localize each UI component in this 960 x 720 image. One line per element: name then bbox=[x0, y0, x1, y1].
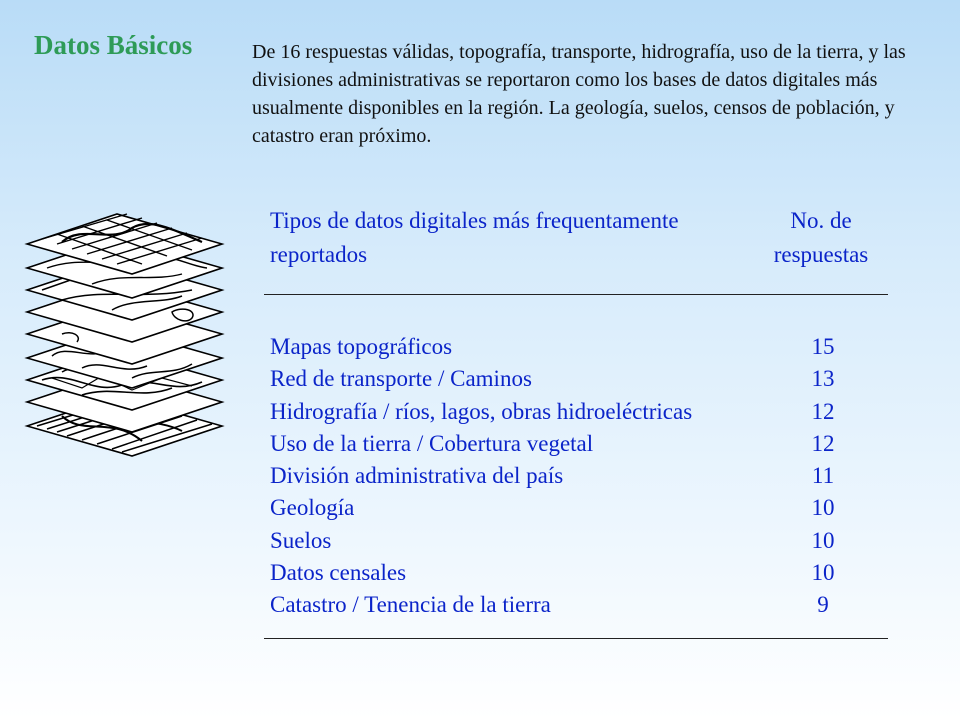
row-response-count: 12 bbox=[811, 398, 835, 424]
table-header bbox=[264, 200, 890, 294]
table-row bbox=[264, 557, 890, 589]
slide-title: Datos Básicos bbox=[34, 30, 193, 60]
row-data-type: Datos censales bbox=[270, 560, 407, 586]
row-response-count: 11 bbox=[811, 463, 835, 489]
data-types-table bbox=[264, 200, 890, 639]
row-data-type: Suelos bbox=[270, 527, 332, 553]
header-data-type: Tipos de datos digitales más frequentamente reportados bbox=[270, 208, 679, 267]
row-data-type: Hidrografía / ríos, lagos, obras hidroeléctricas bbox=[270, 398, 693, 424]
row-data-type: División administrativa del país bbox=[270, 463, 564, 489]
table-row bbox=[264, 363, 890, 395]
row-response-count: 15 bbox=[811, 334, 835, 359]
row-data-type: Uso de la tierra / Cobertura vegetal bbox=[270, 430, 594, 456]
table-row bbox=[264, 492, 890, 524]
table-row bbox=[264, 331, 890, 363]
row-response-count: 10 bbox=[811, 495, 835, 521]
row-response-count: 10 bbox=[811, 527, 835, 553]
row-data-type: Mapas topográficos bbox=[270, 334, 453, 359]
table-row bbox=[264, 525, 890, 557]
row-response-count: 13 bbox=[811, 366, 835, 392]
gis-layers-icon bbox=[22, 200, 232, 460]
table-row bbox=[264, 589, 890, 621]
header-response-count: No. de respuestas bbox=[773, 208, 869, 267]
row-data-type: Catastro / Tenencia de la tierra bbox=[270, 592, 551, 618]
bottom-divider bbox=[264, 638, 888, 639]
row-data-type: Red de transporte / Caminos bbox=[270, 366, 532, 392]
table-body bbox=[264, 295, 890, 622]
table-row bbox=[264, 428, 890, 460]
intro-paragraph: De 16 respuestas válidas, topografía, transporte, hidrografía, uso de la tierra, y las divisiones administrativas se reportaron como los bases de datos digitales más usualmente disponibles en la región. La geología, suelos, censos de población, y catastro eran próximo. bbox=[252, 41, 906, 147]
row-response-count: 10 bbox=[811, 560, 835, 586]
row-response-count: 9 bbox=[817, 592, 829, 618]
row-data-type: Geología bbox=[270, 495, 355, 521]
row-response-count: 12 bbox=[811, 430, 835, 456]
table-row bbox=[264, 460, 890, 492]
table-row bbox=[264, 396, 890, 428]
